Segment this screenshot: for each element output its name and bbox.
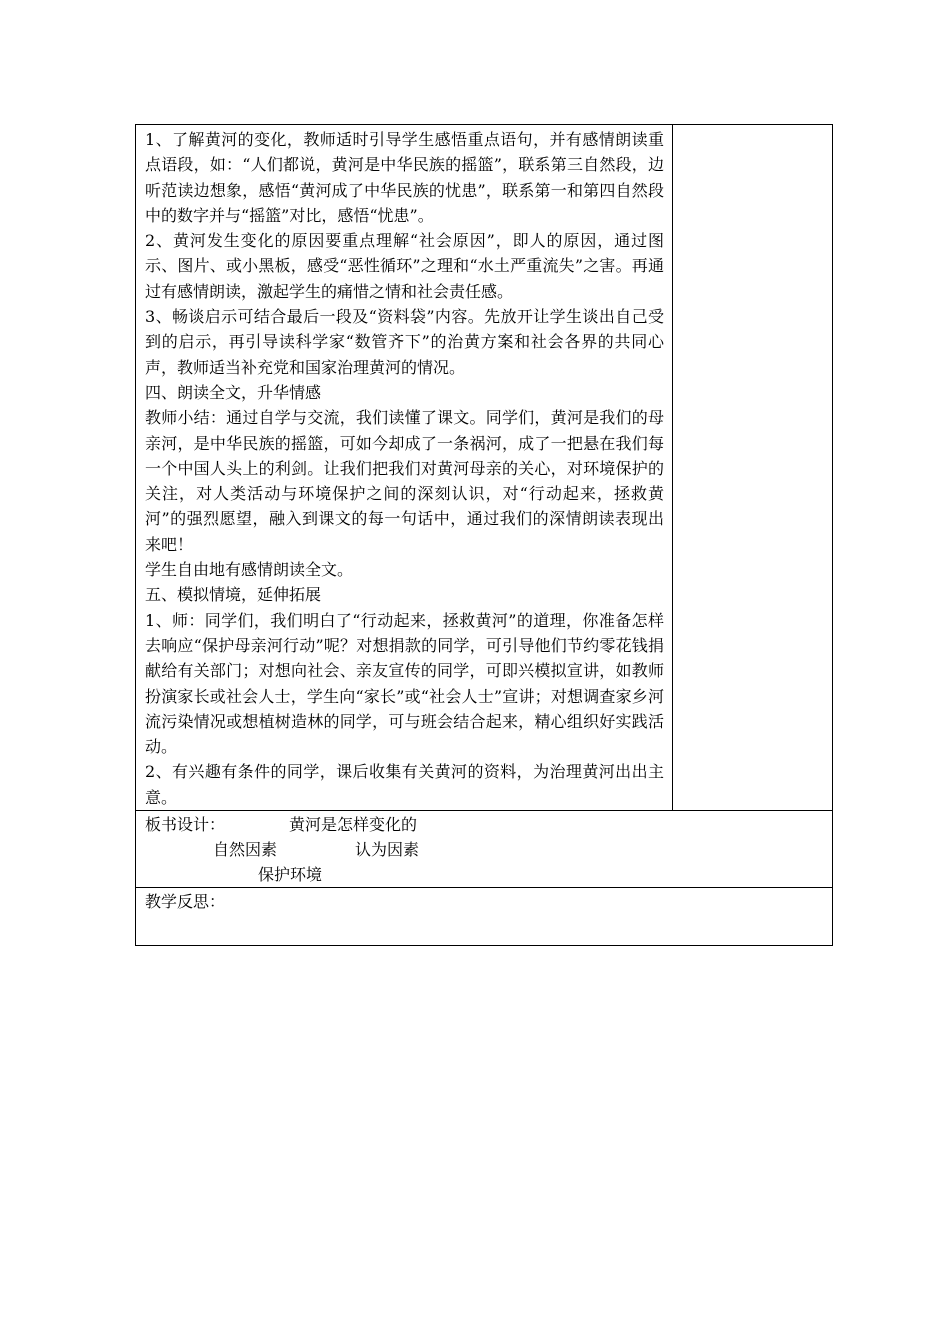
student-reading: 学生自由地有感情朗读全文。 [145,560,354,580]
reflection-row [136,888,833,946]
section-heading-5: 五、模拟情境，延伸拓展 [145,585,322,605]
board-design-cell [136,811,833,888]
board-bottom: 保护环境 [258,865,323,885]
board-line-2 [145,837,832,862]
board-right-factor: 认为因素 [355,840,420,860]
board-line-3 [145,862,832,887]
activity-1: 1、师：同学们，我们明白了“行动起来，拯救黄河”的道理，你准备怎样去响应“保护母亲河行动”呢？对想捐款的同学，可引导他们节约零花钱捐献给有关部门；对想向社会、亲友宣传的同学，可即兴模拟宣讲，如教师扮演家长或社会人士，学生向“家长”或“社会人士”宣讲；对想调查家乡河流污染情况或想植树造林的同学，可与班会结合起来，精心组织好实践活动。 [145,610,664,757]
activity-2: 2、有兴趣有条件的同学，课后收集有关黄河的资料，为治理黄河出出主意。 [145,762,664,807]
paragraph-1: 1、了解黄河的变化，教师适时引导学生感悟重点语句，并有感情朗读重点语段，如：“人们都说，黄河是中华民族的摇篮”，联系第三自然段，边听范读边想象，感悟“黄河成了中华民族的忧患”，联系第一和第四自然段中的数字并与“摇篮”对比，感悟“忧患”。 [145,130,664,225]
lesson-plan-table [135,124,833,946]
board-line-1 [145,812,832,837]
lesson-content-cell [136,125,673,811]
paragraph-2: 2、黄河发生变化的原因要重点理解“社会原因”，即人的原因，通过图示、图片、或小黑板，感受“恶性循环”之理和“水土严重流失”之害。再通过有感情朗读，激起学生的痛惜之情和社会责任感。 [145,231,664,301]
reflection-cell [136,888,833,946]
notes-column [673,125,833,811]
section-heading-4: 四、朗读全文，升华情感 [145,382,322,402]
paragraph-3: 3、畅谈启示可结合最后一段及“资料袋”内容。先放开让学生谈出自己受到的启示，再引导读科学家“数管齐下”的治黄方案和社会各界的共同心声，教师适当补充党和国家治理黄河的情况。 [145,307,664,377]
board-design-row [136,811,833,888]
teacher-summary: 教师小结：通过自学与交流，我们读懂了课文。同学们，黄河是我们的母亲河，是中华民族的摇篮，可如今却成了一条祸河，成了一把悬在我们每一个中国人头上的利剑。让我们把我们对黄河母亲的关心，对环境保护的关注，对人类活动与环境保护之间的深刻认识，对“行动起来，拯救黄河”的强烈愿望，融入到课文的每一句话中，通过我们的深情朗读表现出来吧！ [145,408,664,554]
board-design-label: 板书设计： [145,815,226,835]
board-title: 黄河是怎样变化的 [289,815,418,835]
content-row [136,125,833,811]
reflection-label: 教学反思： [145,892,226,912]
board-left-factor: 自然因素 [213,840,278,860]
